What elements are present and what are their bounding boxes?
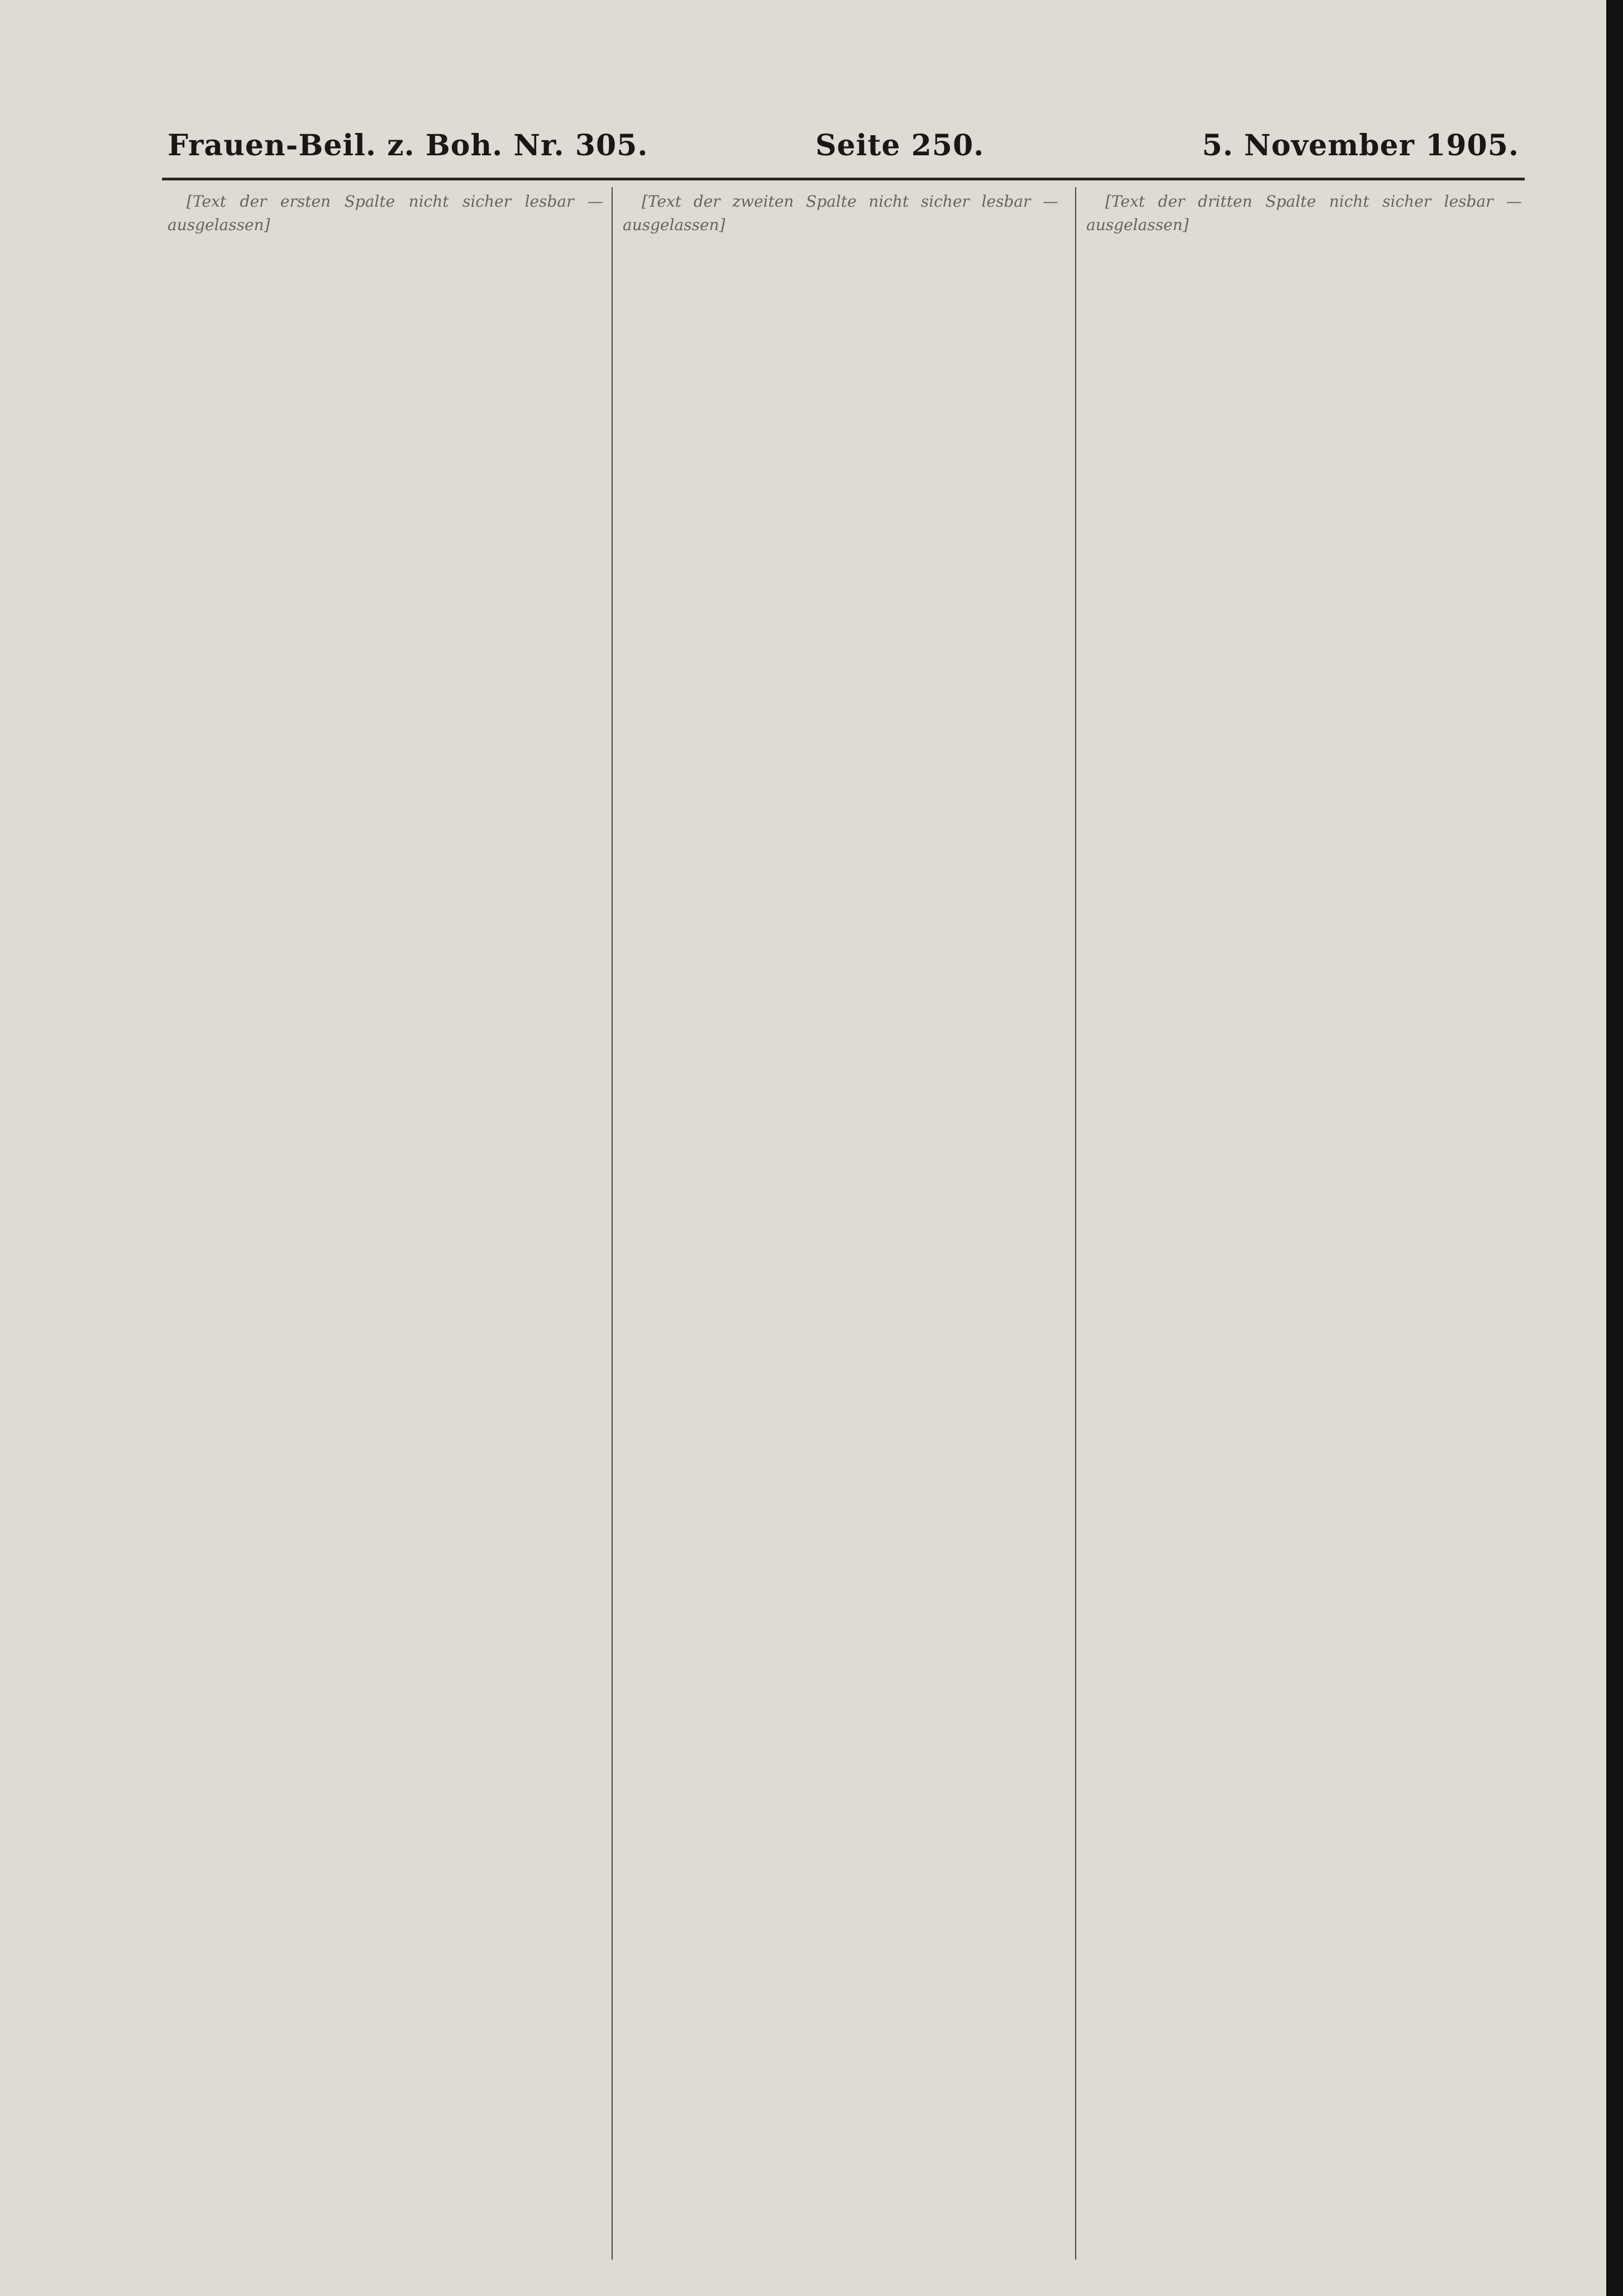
issue-date: 5. November 1905. — [1202, 128, 1519, 163]
issue-label: Frauen-Beil. z. Boh. Nr. 305. — [168, 128, 648, 163]
text-column-2 — [623, 190, 1058, 2257]
column-divider — [612, 187, 613, 2260]
scan-edge — [1606, 0, 1623, 2296]
column-text: [Text der zweiten Spalte nicht sicher lesbar — ausgelassen] — [623, 192, 1058, 234]
page-number: Seite 250. — [815, 128, 985, 163]
page-header — [168, 128, 1519, 173]
header-rule — [162, 178, 1525, 180]
column-divider — [1075, 187, 1076, 2260]
column-text: [Text der ersten Spalte nicht sicher lesbar — ausgelassen] — [168, 192, 603, 234]
column-text: [Text der dritten Spalte nicht sicher lesbar — ausgelassen] — [1086, 192, 1522, 234]
text-column-3 — [1086, 190, 1522, 2257]
text-column-1 — [168, 190, 603, 2257]
